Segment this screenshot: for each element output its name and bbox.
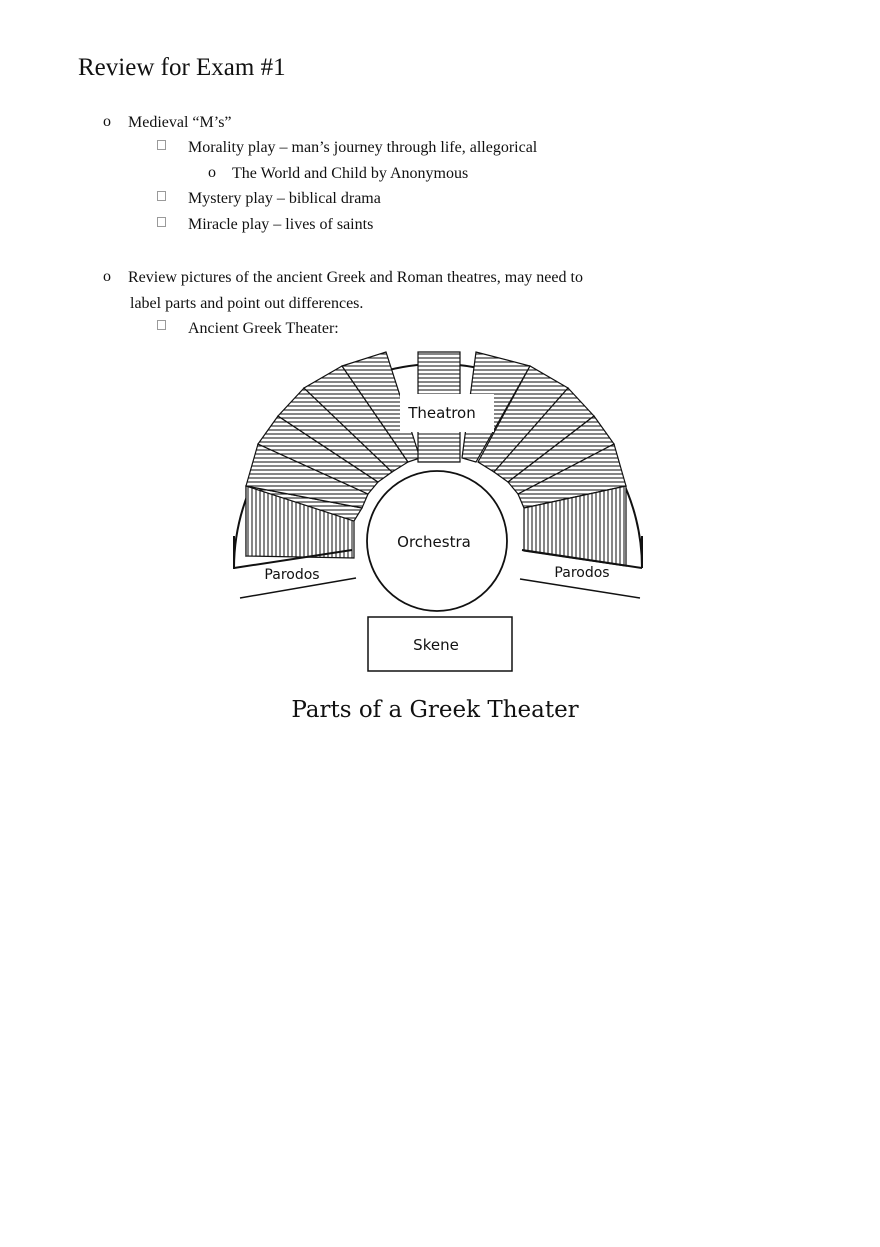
parodos-right-line xyxy=(520,579,640,598)
bullet-o: o xyxy=(103,268,111,285)
bullet-square-icon xyxy=(157,191,166,201)
diagram-caption: Parts of a Greek Theater xyxy=(291,697,579,723)
item-review-pictures: Review pictures of the ancient Greek and Roman theatres, may need to xyxy=(128,269,583,286)
page-title: Review for Exam #1 xyxy=(78,54,286,81)
item-world-and-child: The World and Child by Anonymous xyxy=(232,165,469,182)
parodos-left-label: Parodos xyxy=(264,567,320,583)
item-ancient-greek-theater: Ancient Greek Theater: xyxy=(188,320,339,337)
parodos-right-label: Parodos xyxy=(554,565,610,581)
item-miracle-play: Miracle play – lives of saints xyxy=(188,216,374,233)
orchestra-label: Orchestra xyxy=(397,533,471,551)
bullet-o: o xyxy=(103,113,111,130)
item-mystery-play: Mystery play – biblical drama xyxy=(188,190,381,207)
theatron-label: Theatron xyxy=(408,404,476,422)
bullet-square-icon xyxy=(157,140,166,150)
bullet-square-icon xyxy=(157,320,166,330)
item-morality-play: Morality play – man’s journey through life, allegorical xyxy=(188,139,538,156)
item-medieval: Medieval “M’s” xyxy=(128,114,232,131)
bullet-o: o xyxy=(208,164,216,181)
item-review-pictures-cont: label parts and point out differences. xyxy=(130,295,364,312)
skene-label: Skene xyxy=(413,636,459,654)
bullet-square-icon xyxy=(157,217,166,227)
greek-theater-diagram xyxy=(222,336,648,736)
